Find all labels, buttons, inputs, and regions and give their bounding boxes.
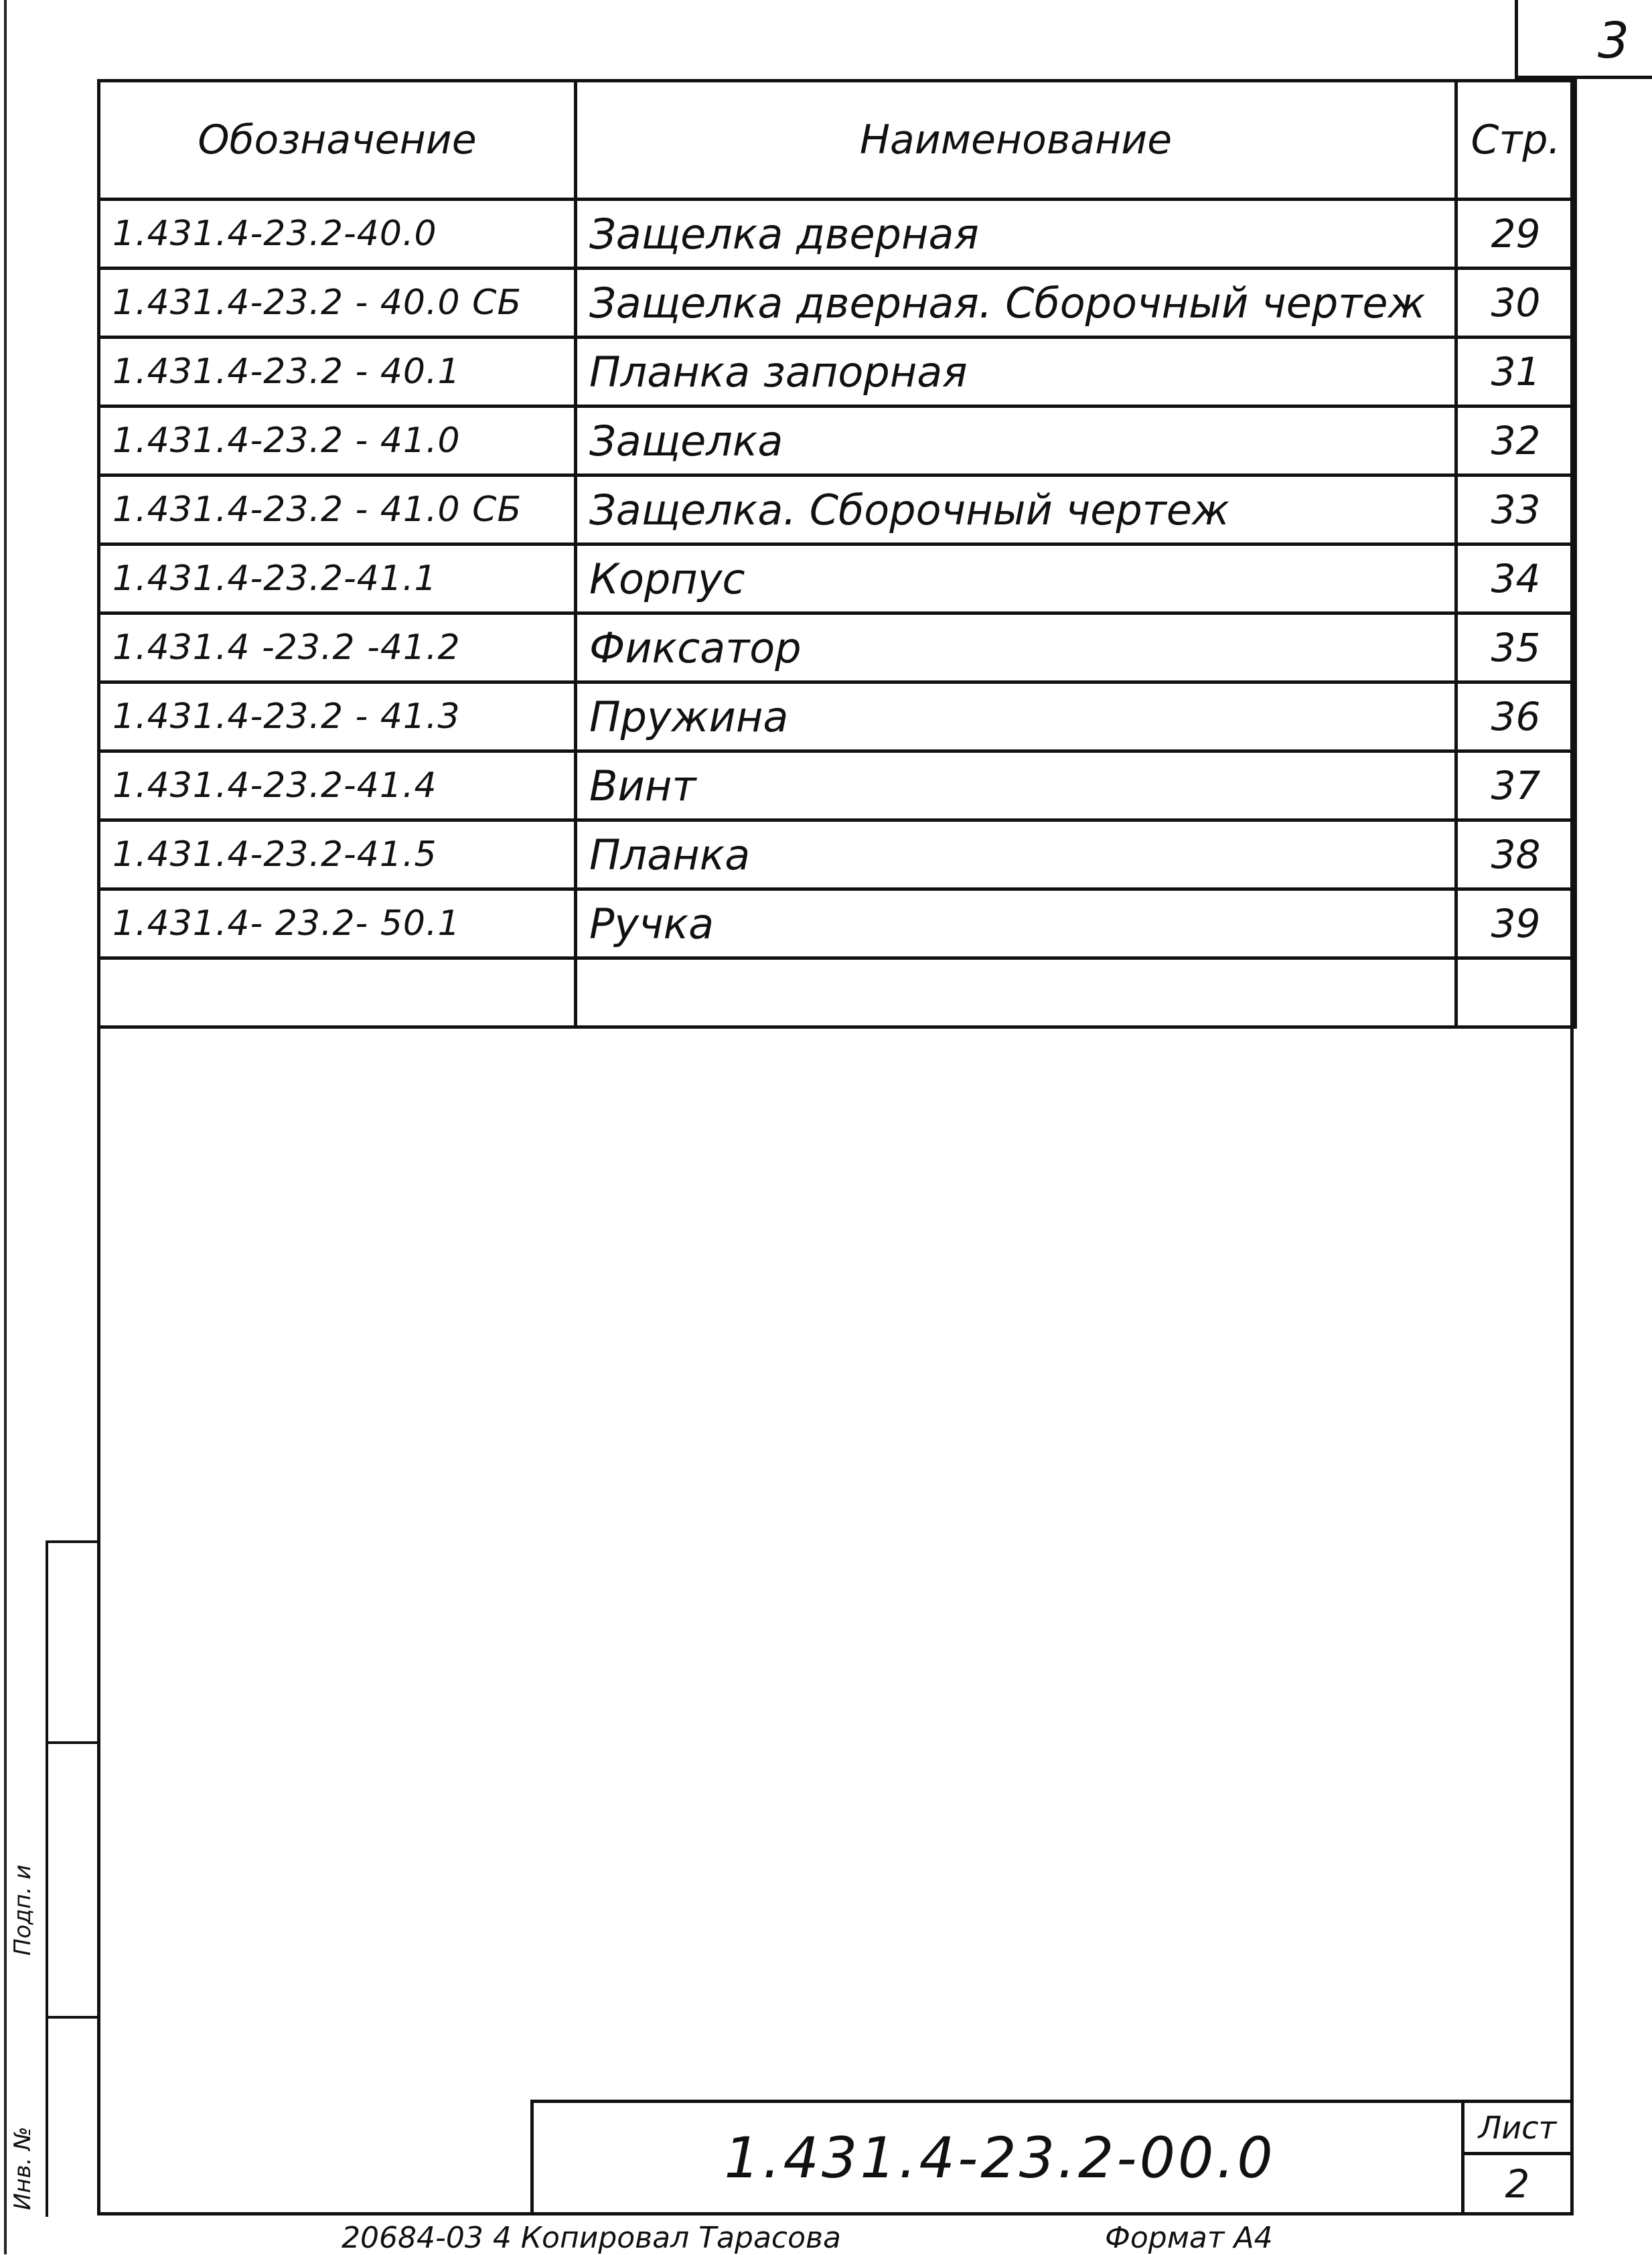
- copy-note: 20684-03 4 Копировал Тарасова: [342, 2221, 841, 2255]
- row-designation: 1.431.4-23.2-41.4: [99, 751, 576, 820]
- row-page: 34: [1456, 544, 1576, 613]
- row-designation: 1.431.4-23.2 - 41.0 СБ: [99, 476, 576, 544]
- row-page: 39: [1456, 889, 1576, 958]
- table-row: [99, 682, 1576, 751]
- table-row: [99, 269, 1576, 338]
- inventory-label: Инв. №: [9, 2126, 36, 2210]
- left-margin-tick: [46, 2016, 99, 2019]
- row-page: 33: [1456, 476, 1576, 544]
- table-row-empty: [99, 958, 1576, 1027]
- row-page: 29: [1456, 200, 1576, 269]
- row-name: Защелка дверная: [576, 200, 1456, 269]
- title-block: [530, 2100, 1574, 2215]
- row-designation: 1.431.4-23.2-40.0: [99, 200, 576, 269]
- header-designation: Обозначение: [99, 81, 576, 200]
- page-number-box: [1515, 0, 1652, 79]
- contents-table: [97, 79, 1577, 1029]
- row-page: 38: [1456, 820, 1576, 889]
- table-header-row: [99, 81, 1576, 200]
- row-name: Корпус: [576, 544, 1456, 613]
- row-name: Защелка. Сборочный чертеж: [576, 476, 1456, 544]
- sheet-number: 2: [1505, 2161, 1530, 2207]
- row-designation: 1.431.4-23.2 - 40.0 СБ: [99, 269, 576, 338]
- row-designation: 1.431.4-23.2 - 41.3: [99, 682, 576, 751]
- row-name: Фиксатор: [576, 613, 1456, 682]
- table-row: [99, 889, 1576, 958]
- document-code: 1.431.4-23.2-00.0: [724, 2124, 1276, 2191]
- row-name: Пружина: [576, 682, 1456, 751]
- row-designation: 1.431.4-23.2-41.5: [99, 820, 576, 889]
- row-name: Планка запорная: [576, 338, 1456, 407]
- signature-label: Подп. и: [9, 1865, 36, 1956]
- row-designation: 1.431.4-23.2 - 40.1: [99, 338, 576, 407]
- row-name: Защелка: [576, 407, 1456, 476]
- table-row: [99, 338, 1576, 407]
- empty-cell: [1456, 958, 1576, 1027]
- row-name: Винт: [576, 751, 1456, 820]
- left-margin-line: [46, 1540, 48, 2217]
- row-name: Ручка: [576, 889, 1456, 958]
- sheet-label: Лист: [1465, 2103, 1570, 2155]
- row-designation: 1.431.4-23.2 - 41.0: [99, 407, 576, 476]
- row-name: Планка: [576, 820, 1456, 889]
- table-row: [99, 751, 1576, 820]
- table-row: [99, 200, 1576, 269]
- left-margin-tick: [46, 1741, 99, 1744]
- header-name: Наименование: [576, 81, 1456, 200]
- row-page: 31: [1456, 338, 1576, 407]
- empty-cell: [99, 958, 576, 1027]
- table-row: [99, 544, 1576, 613]
- header-page: Стр.: [1456, 81, 1576, 200]
- row-page: 36: [1456, 682, 1576, 751]
- row-page: 35: [1456, 613, 1576, 682]
- empty-cell: [576, 958, 1456, 1027]
- table-row: [99, 820, 1576, 889]
- row-designation: 1.431.4-23.2-41.1: [99, 544, 576, 613]
- table-row: [99, 476, 1576, 544]
- sheet-box: [1461, 2103, 1570, 2212]
- table-row: [99, 613, 1576, 682]
- row-name: Защелка дверная. Сборочный чертеж: [576, 269, 1456, 338]
- row-designation: 1.431.4 -23.2 -41.2: [99, 613, 576, 682]
- page-number: 3: [1597, 12, 1629, 70]
- format-label: Формат А4: [1105, 2221, 1273, 2255]
- row-page: 30: [1456, 269, 1576, 338]
- row-page: 32: [1456, 407, 1576, 476]
- table-row: [99, 407, 1576, 476]
- row-page: 37: [1456, 751, 1576, 820]
- binding-strip: [0, 0, 7, 2254]
- left-margin-tick: [46, 1540, 99, 1543]
- row-designation: 1.431.4- 23.2- 50.1: [99, 889, 576, 958]
